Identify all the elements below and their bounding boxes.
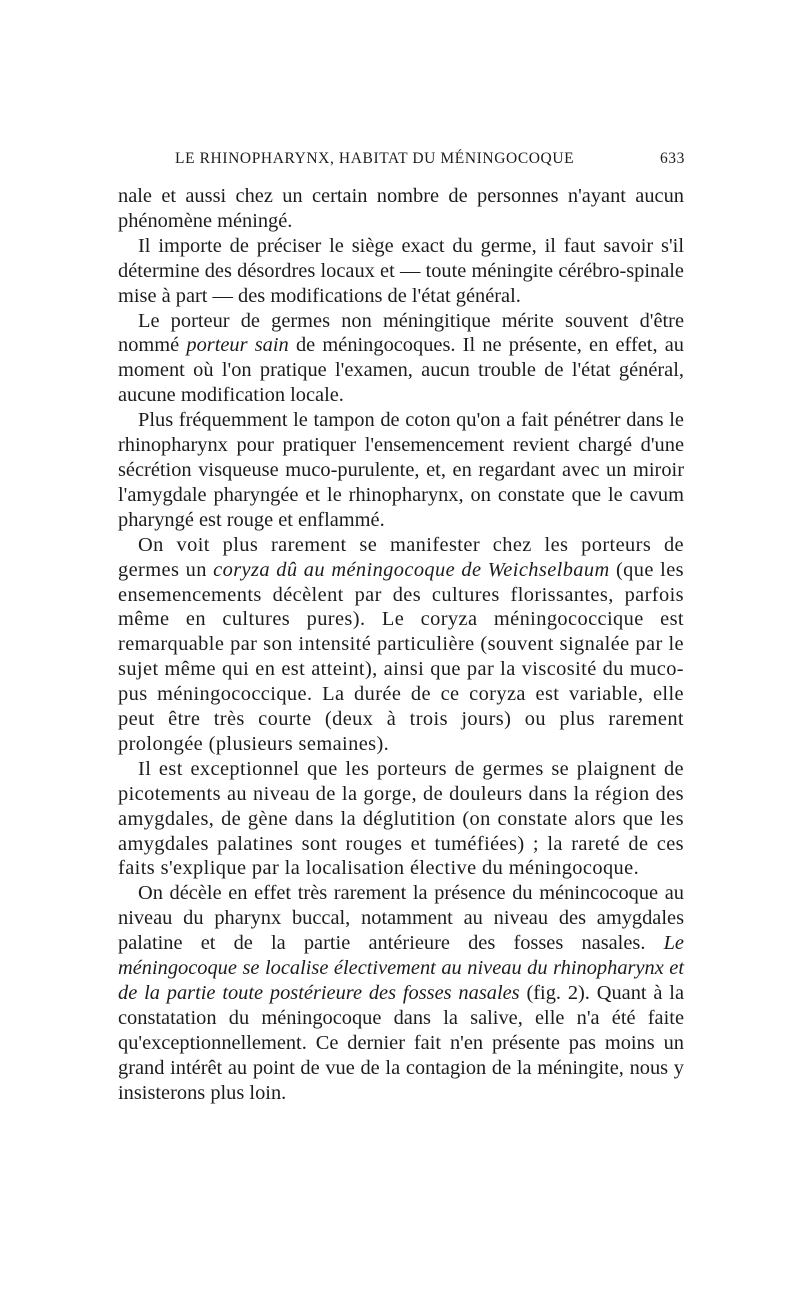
running-title: LE RHINOPHARYNX, HABITAT DU MÉNINGOCOQUE <box>175 150 575 167</box>
paragraph <box>118 309 684 409</box>
running-header <box>175 150 685 172</box>
paragraph <box>118 881 684 1105</box>
text-segment: Plus fréquemment le tampon de coton qu'on a fait pénétrer dans le rhinopharynx pour pratiquer l'ensemencement revient chargé d'une sécrétion visqueuse muco-purulente, et, en regardant avec un miroir l'amygdale pharyngée et le rhinopharynx, on constate que le cavum pharyngé est rouge et enflammé. <box>118 409 684 531</box>
text-segment: Le porteur de germes non méningitique mérite souvent d'être nommé <box>118 309 684 357</box>
text-segment: nale et aussi chez un certain nombre de personnes n'ayant aucun phénomène méningé. <box>118 185 684 232</box>
text-segment: de méningocoques. Il ne présente, en effet, au moment où l'on pratique l'examen, aucun trouble de l'état général, aucune modification locale. <box>118 334 685 407</box>
paragraph <box>118 234 684 309</box>
italic-term: Le méningocoque se localise électivement au niveau du rhinopharynx et de la partie toute postérieure des fosses nasales <box>118 932 684 1004</box>
text-segment: Il importe de préciser le siège exact du germe, il faut savoir s'il détermine des désordres locaux et — toute méningite cérébro-spinale mise à part — des modifications de l'état général. <box>118 234 684 307</box>
text-segment: (que les ensemencements décèlent par des cultures florissantes, parfois même en cultures pures). Le coryza méningococcique est remarquable par son intensité particulière (souvent signalée par le sujet même qui en est atteint), ainsi que par la viscosité du muco-pus méningococcique. La durée de ce coryza est variable, elle peut être très courte (deux à trois jours) ou plus rarement prolongée (plusieurs semaines). <box>118 558 684 755</box>
text-segment: On voit plus rarement se manifester chez les porteurs de germes un <box>118 533 684 581</box>
text-segment: On décèle en effet très rarement la présence du ménincocoque au niveau du pharynx buccal, notamment au niveau des amygdales palatine et de la partie antérieure des fosses nasales. <box>118 882 684 955</box>
text-segment: (fig. 2). Quant à la constatation du méningocoque dans la salive, elle n'a été faite qu'exceptionnellement. Ce dernier fait n'en présente pas moins un grand intérêt au point de vue de la contagion de la méningite, nous y insisterons plus loin. <box>118 982 684 1104</box>
body-text <box>118 184 684 1106</box>
paragraph <box>118 533 684 757</box>
paragraph <box>118 408 684 533</box>
paragraph-continuation <box>118 184 684 234</box>
italic-term: coryza dû au méningocoque de Weichselbaum <box>213 558 610 581</box>
page-number: 633 <box>659 150 685 167</box>
text-segment: Il est exceptionnel que les porteurs de germes se plaignent de picotements au niveau de la gorge, de douleurs dans la région des amygdales, de gène dans la déglutition (on constate alors que les amygdales palatines sont rouges et tuméfiées) ; la rareté de ces faits s'explique par la localisation élective du méningocoque. <box>118 757 684 880</box>
paragraph <box>118 757 684 882</box>
italic-term: porteur sain <box>186 334 289 357</box>
